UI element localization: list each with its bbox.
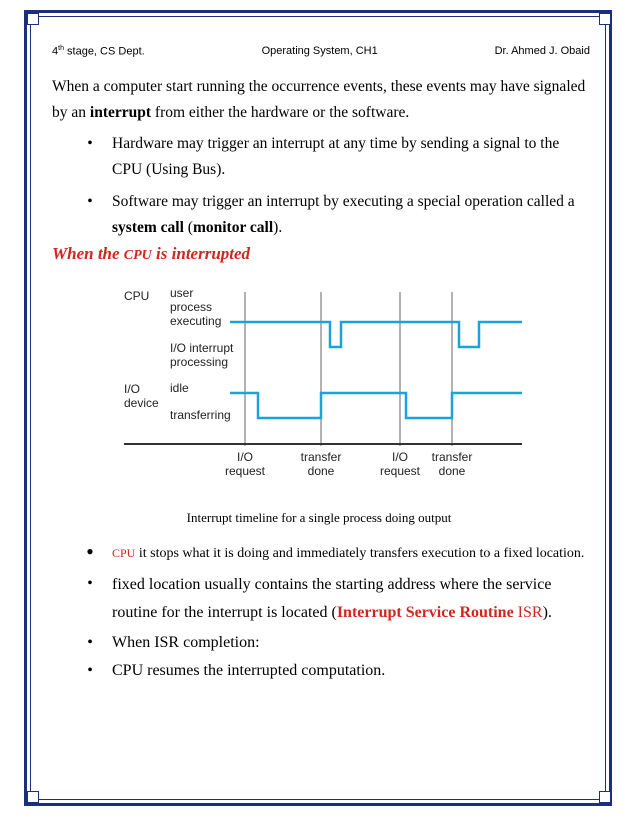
event-label: transfer [300,450,342,464]
state-label: idle [170,381,189,395]
event-label: transfer [431,450,473,464]
list-item: • fixed location usually contains the starting address where the service routine for the interrupt is located (Interrupt Service Routine ISR). [87,575,552,621]
cpu-signal-line [230,322,522,347]
header-course: Operating System, CH1 [261,45,378,57]
state-label: process [170,300,213,314]
corner-ornament [27,791,39,803]
list-item: • CPU resumes the interrupted computation. [87,662,386,679]
io-row-label: device [124,396,159,410]
list-item: • Hardware may trigger an interrupt at any time by sending a signal to the CPU (Using Bus). [87,135,560,178]
event-label: done [438,464,466,478]
bullet-list-2 [52,540,592,685]
io-row-label: I/O [124,382,141,396]
state-label: transferring [170,408,231,422]
state-label: processing [170,355,229,369]
list-item: • Software may trigger an interrupt by executing a special operation called a system call (monitor call). [87,193,575,236]
state-label: executing [170,314,222,328]
list-item: • CPU it stops what it is doing and immediately transfers execution to a fixed location. [86,539,585,564]
event-label: request [379,464,421,478]
state-label: user [170,286,194,300]
header-stage: 4th stage, CS Dept. [52,45,145,58]
list-item: • When ISR completion: [87,634,260,651]
header-author: Dr. Ahmed J. Obaid [494,45,590,57]
io-signal-line [230,393,522,418]
event-label: I/O [236,450,254,464]
section-heading: When the CPU is interrupted [52,244,251,263]
corner-ornament [599,791,611,803]
cpu-row-label: CPU [124,289,150,303]
event-label: done [307,464,335,478]
state-label: I/O interrupt [170,341,234,355]
event-label: request [224,464,266,478]
event-label: I/O [391,450,409,464]
intro-paragraph: When a computer start running the occurrence events, these events may have signaled by an interrupt from either the hardware or the software. [52,78,586,121]
figure-caption: Interrupt timeline for a single process doing output [186,510,452,525]
